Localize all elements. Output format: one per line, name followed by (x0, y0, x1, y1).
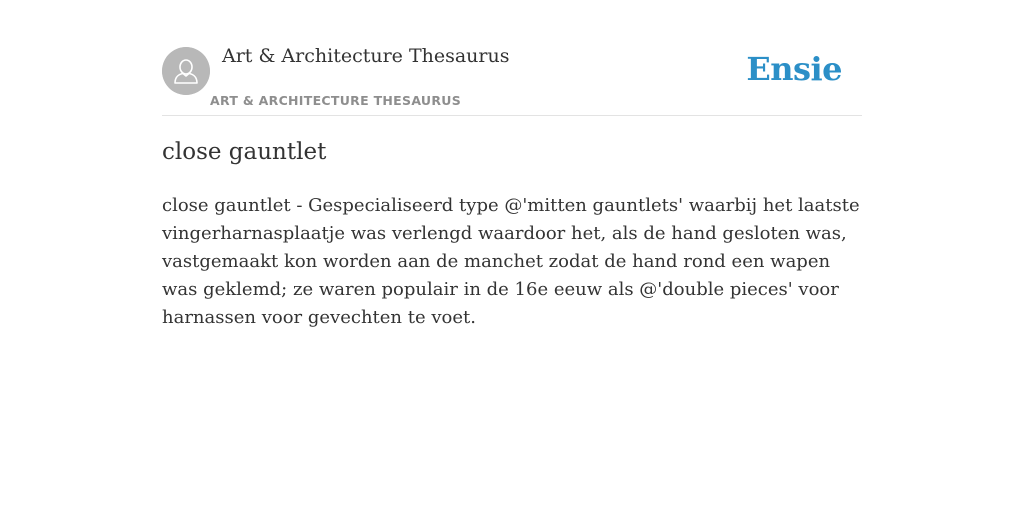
term-title: close gauntlet (162, 139, 327, 165)
ensie-logo[interactable]: Ensie (746, 50, 842, 88)
source-subtitle: ART & ARCHITECTURE THESAURUS (210, 93, 462, 108)
source-title-link[interactable]: Art & Architecture Thesaurus (222, 45, 510, 67)
user-silhouette-icon (162, 47, 210, 95)
header (162, 40, 862, 116)
term-definition: close gauntlet - Gespecialiseerd type @'mitten gauntlets' waarbij het laatste vingerharnasplaatje was verlengd waardoor het, als de hand gesloten was, vastgemaakt kon worden aan de manchet zodat de hand rond een wapen was geklemd; ze waren populair in de 16e eeuw als @'double pieces' voor harnassen voor gevechten te voet. (162, 195, 860, 328)
avatar[interactable] (162, 47, 210, 95)
